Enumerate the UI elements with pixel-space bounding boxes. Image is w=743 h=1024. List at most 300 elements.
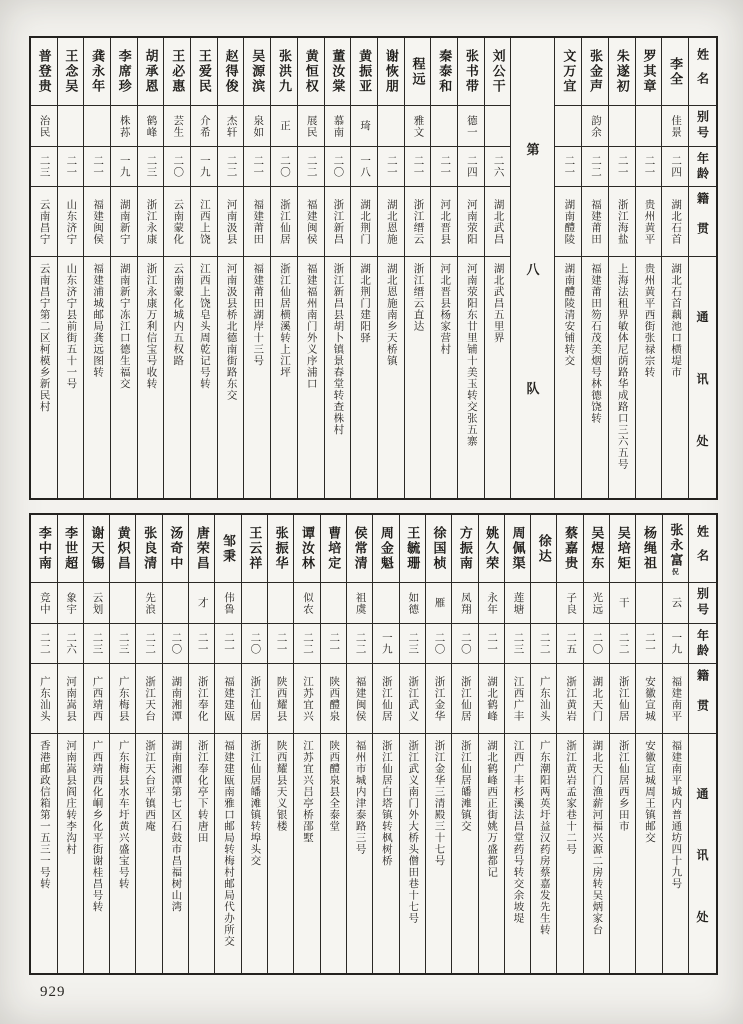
person-age: 二一: [378, 147, 404, 187]
person-name: 董汝棠: [325, 38, 351, 106]
person-age: 二一: [321, 624, 346, 664]
person-address: 湖南醴陵清安铺转交: [563, 263, 575, 367]
person-alias: 竞中: [31, 583, 56, 624]
person-column: [662, 515, 688, 973]
person-address: 湖北恩施南乡天桥镇: [385, 263, 397, 367]
person-alias: 才: [189, 583, 214, 624]
person-age: 二一: [555, 147, 581, 187]
person-column: [530, 515, 556, 973]
person-age: 二二: [218, 147, 244, 187]
person-address: 浙江仙居皤滩镇交: [459, 740, 471, 832]
person-column: [31, 38, 57, 498]
person-age: 二二: [582, 147, 608, 187]
person-column: [583, 515, 609, 973]
person-age: 二一: [609, 147, 635, 187]
person-age: 一九: [111, 147, 137, 187]
person-age: 一九: [663, 624, 688, 664]
roster-table-top: [29, 36, 718, 500]
person-native: 浙江仙居: [271, 187, 297, 257]
person-name: 程远: [405, 38, 431, 106]
person-native: 河南嵩县: [58, 664, 83, 734]
header-alias: 别号: [689, 106, 716, 147]
person-column: [110, 38, 137, 498]
person-column: [346, 515, 372, 973]
person-name: 侯常清: [347, 515, 372, 583]
person-age: 二二: [31, 624, 56, 664]
person-address: 广西靖西化峒乡化平街谢桂昌号转: [91, 740, 103, 913]
person-age: 二五: [557, 624, 582, 664]
person-native: 浙江永康: [138, 187, 164, 257]
person-alias: 祖虞: [347, 583, 372, 624]
person-name: 黄恒权: [298, 38, 324, 106]
person-address: 湖南新宁冻江口德生福交: [118, 263, 130, 390]
person-native: 安徽宣城: [636, 664, 661, 734]
person-native: 湖南新宁: [111, 187, 137, 257]
person-age: 一九: [191, 147, 217, 187]
person-column: [270, 38, 297, 498]
person-age: 二一: [58, 147, 84, 187]
person-native: 河北晋县: [431, 187, 457, 257]
person-name: 邹秉: [215, 515, 240, 583]
person-alias: 凤翔: [452, 583, 477, 624]
person-column: [243, 38, 270, 498]
person-native: 福建莆田: [582, 187, 608, 257]
person-alias: [163, 583, 188, 624]
person-native: 浙江仙居: [242, 664, 267, 734]
header-address: 通 讯 处: [696, 786, 709, 924]
person-alias: 光远: [584, 583, 609, 624]
person-address: 云南蒙化城内五权路: [172, 263, 184, 367]
person-alias: 永年: [479, 583, 504, 624]
person-alias: [268, 583, 293, 624]
person-native: 浙江缙云: [405, 187, 431, 257]
person-age: 二二: [531, 624, 556, 664]
person-native: 浙江武义: [400, 664, 425, 734]
person-alias: 雁: [426, 583, 451, 624]
person-address: 陕西耀县天义银楼: [275, 740, 287, 832]
person-name: 张振华: [268, 515, 293, 583]
person-alias: [555, 106, 581, 147]
person-column: [399, 515, 425, 973]
person-column: [57, 38, 84, 498]
person-native: 江西上饶: [191, 187, 217, 257]
person-alias: [373, 583, 398, 624]
person-native: 浙江金华: [426, 664, 451, 734]
person-age: 二三: [400, 624, 425, 664]
person-name: 普登贵: [31, 38, 57, 106]
person-age: 二一: [636, 624, 661, 664]
person-age: 二一: [215, 624, 240, 664]
person-native: 湖北荆门: [351, 187, 377, 257]
person-column: [83, 38, 110, 498]
person-name: 曹培定: [321, 515, 346, 583]
person-age: 二〇: [325, 147, 351, 187]
person-column: [214, 515, 240, 973]
squad-divider-label: 第 八 队: [526, 141, 540, 397]
person-address: 江苏宜兴吕亭桥邵墅: [301, 740, 313, 844]
person-native: 福建闽侯: [298, 187, 324, 257]
person-name: 王爱民: [191, 38, 217, 106]
person-native: 山东济宁: [58, 187, 84, 257]
person-alias: [636, 583, 661, 624]
person-native: 河南荥阳: [458, 187, 484, 257]
person-alias: [242, 583, 267, 624]
person-alias: 芸生: [164, 106, 190, 147]
person-native: 福建南平: [663, 664, 688, 734]
person-age: 二一: [244, 147, 270, 187]
person-address: 云南昌宁第二区柯模乡新民村: [38, 263, 50, 413]
person-column: [137, 38, 164, 498]
person-native: 浙江天台: [136, 664, 161, 734]
person-name: 黄振亚: [351, 38, 377, 106]
header-address: 通 讯 处: [696, 310, 709, 448]
header-column: [688, 38, 716, 498]
person-alias: [431, 106, 457, 147]
person-address: 浙江武义南门外大桥头僧田巷十七号: [407, 740, 419, 924]
header-name: 姓名: [689, 515, 716, 583]
person-alias: [321, 583, 346, 624]
person-age: 二〇: [452, 624, 477, 664]
person-name: 张洪九: [271, 38, 297, 106]
person-alias: [636, 106, 662, 147]
person-column: [404, 38, 431, 498]
person-name: 龚永年: [84, 38, 110, 106]
person-age: 二一: [405, 147, 431, 187]
person-age: 二三: [31, 147, 57, 187]
person-alias: 云划: [84, 583, 109, 624]
person-age: 二二: [298, 147, 324, 187]
person-name: 李全: [662, 38, 688, 106]
person-alias: [485, 106, 511, 147]
person-native: 广东汕头: [31, 664, 56, 734]
person-native: 广西靖西: [84, 664, 109, 734]
person-column: [661, 38, 688, 498]
person-age: 一九: [373, 624, 398, 664]
person-age: 二三: [505, 624, 530, 664]
person-alias: 佳景: [662, 106, 688, 147]
person-name: 周金魁: [373, 515, 398, 583]
person-native: 江苏宜兴: [294, 664, 319, 734]
person-alias: 雅文: [405, 106, 431, 147]
person-name: 赵得俊: [218, 38, 244, 106]
person-address: 广东潮阳两英圩益汉药房蔡嘉发先生转: [538, 740, 550, 936]
person-column: [484, 38, 511, 498]
person-native: 河南汲县: [218, 187, 244, 257]
person-address: 广东梅县水车圩黄兴盛宝号转: [117, 740, 129, 890]
person-name: 徐达: [531, 515, 556, 583]
person-column: [581, 38, 608, 498]
person-name: 徐国桢: [426, 515, 451, 583]
person-alias: 介希: [191, 106, 217, 147]
person-age: 二一: [636, 147, 662, 187]
person-age: 二二: [294, 624, 319, 664]
person-native: 福建闽侯: [84, 187, 110, 257]
person-column: [635, 38, 662, 498]
person-address: 湖南湘潭第七区石鼓市昌福树山湾: [170, 740, 182, 913]
person-column: [31, 515, 56, 973]
person-name: 王念吴: [58, 38, 84, 106]
person-column: [163, 38, 190, 498]
person-alias: [609, 106, 635, 147]
person-address: 浙江黄岩孟家巷十二号: [565, 740, 577, 855]
person-alias: [58, 106, 84, 147]
person-native: 云南昌宁: [31, 187, 57, 257]
person-address: 湖北武昌五里界: [492, 263, 504, 344]
person-native: 江西广丰: [505, 664, 530, 734]
person-name: 王必惠: [164, 38, 190, 106]
person-address: 福建莆田笏石茂美烟号林德饶转: [590, 263, 602, 424]
person-address: 浙江缙云直达: [412, 263, 424, 332]
person-address: 浙江奉化亭下转唐田: [196, 740, 208, 844]
person-name: 王毓珊: [400, 515, 425, 583]
person-address: 浙江新昌县胡卜镇景春堂转查株村: [332, 263, 344, 436]
person-address: 浙江天台平镇西庵: [144, 740, 156, 832]
person-native: 湖北石首: [662, 187, 688, 257]
person-address: 福建建瓯南雅口邮局转梅村邮局代办所交: [223, 740, 235, 947]
person-name: 王云祥: [242, 515, 267, 583]
person-address: 福建南平城内普通坊四十九号: [670, 740, 682, 890]
header-native: 籍贯: [689, 187, 716, 257]
person-alias: [378, 106, 404, 147]
person-age: 二二: [347, 624, 372, 664]
person-native: 湖北武昌: [485, 187, 511, 257]
person-address: 浙江仙居横溪转上江坪: [279, 263, 290, 378]
person-native: 湖北鹤峰: [479, 664, 504, 734]
person-name: 谢天锡: [84, 515, 109, 583]
person-age: 二〇: [242, 624, 267, 664]
person-address: 福建浦城邮局龚远图转: [92, 263, 104, 378]
person-native: 湖北天门: [584, 664, 609, 734]
person-native: 浙江仙居: [610, 664, 635, 734]
person-column: [162, 515, 188, 973]
person-alias: 株荪: [111, 106, 137, 147]
person-address: 河南汲县桥北德南街路东交: [225, 263, 237, 401]
person-age: 二〇: [163, 624, 188, 664]
person-alias: 伟鲁: [215, 583, 240, 624]
person-address: 浙江仙居西乡田市: [617, 740, 629, 832]
person-alias: 韵余: [582, 106, 608, 147]
person-column: [430, 38, 457, 498]
person-alias: [84, 106, 110, 147]
person-native: 浙江奉化: [189, 664, 214, 734]
person-alias: 慕南: [325, 106, 351, 147]
person-address: 浙江仙居白塔镇转枫树桥: [380, 740, 392, 867]
person-alias: 象宇: [58, 583, 83, 624]
person-age: 二一: [479, 624, 504, 664]
person-name: 吴源滨: [244, 38, 270, 106]
person-age: 二〇: [164, 147, 190, 187]
person-address: 湖北荆门建阳驿: [359, 263, 371, 344]
person-age: 二〇: [271, 147, 297, 187]
person-column: [324, 38, 351, 498]
person-column: [320, 515, 346, 973]
person-alias: 如德: [400, 583, 425, 624]
person-address: 江西广丰杉溪法昌堂药号转交余坡堤: [512, 740, 524, 924]
person-native: 湖北恩施: [378, 187, 404, 257]
person-native: 浙江新昌: [325, 187, 351, 257]
person-address: 湖北天门渔薪河福兴源二房转吴炳家台: [591, 740, 603, 936]
person-alias: 琦: [351, 106, 377, 147]
person-alias: 治民: [31, 106, 57, 147]
person-name: 黄炽昌: [110, 515, 135, 583]
person-column: [57, 515, 83, 973]
person-name: 胡承恩: [138, 38, 164, 106]
person-column: [109, 515, 135, 973]
person-address: 浙江永康万利信宝号收转: [145, 263, 157, 390]
person-column: [293, 515, 319, 973]
person-age: 二二: [136, 624, 161, 664]
person-column: [267, 515, 293, 973]
person-name: 吴培矩: [610, 515, 635, 583]
person-alias: 鹤峰: [138, 106, 164, 147]
person-alias: 杰轩: [218, 106, 244, 147]
person-age: 二四: [458, 147, 484, 187]
person-column: [554, 38, 581, 498]
header-age: 年龄: [689, 147, 716, 187]
page-number: 929: [40, 984, 66, 1000]
person-alias: 展民: [298, 106, 324, 147]
person-age: 二一: [268, 624, 293, 664]
person-native: 贵州黄平: [636, 187, 662, 257]
person-alias: 干: [610, 583, 635, 624]
person-name: 张永富㑆: [663, 515, 688, 583]
person-age: 二三: [138, 147, 164, 187]
person-address: 陕西醴泉县全泰堂: [328, 740, 340, 832]
header-native: 籍贯: [689, 664, 716, 734]
person-native: 福建莆田: [244, 187, 270, 257]
person-column: [635, 515, 661, 973]
person-name: 李中南: [31, 515, 56, 583]
person-native: 广东梅县: [110, 664, 135, 734]
person-name: 谭汝林: [294, 515, 319, 583]
person-column: [190, 38, 217, 498]
person-column: [425, 515, 451, 973]
person-name: 杨绳祖: [636, 515, 661, 583]
person-column: [350, 38, 377, 498]
person-name: 张良清: [136, 515, 161, 583]
person-alias: 子良: [557, 583, 582, 624]
person-age: 二〇: [426, 624, 451, 664]
person-column: [372, 515, 398, 973]
person-native: 湖南湘潭: [163, 664, 188, 734]
person-name: 张金声: [582, 38, 608, 106]
person-column: [217, 38, 244, 498]
person-address: 福州市城内津泰路三号: [354, 740, 366, 855]
name-annotation: 㑆: [671, 567, 680, 575]
person-column: [609, 515, 635, 973]
person-column: [297, 38, 324, 498]
person-name: 刘公干: [485, 38, 511, 106]
person-age: 二一: [84, 147, 110, 187]
person-age: 二四: [662, 147, 688, 187]
person-name: 方振南: [452, 515, 477, 583]
person-address: 山东济宁县前街五十一号: [65, 263, 77, 390]
person-name: 秦泰和: [431, 38, 457, 106]
person-address: 河南荥阳东廿里铺十美玉转交张五寨: [465, 263, 477, 447]
person-address: 福建福州南门外义序浦口: [305, 263, 317, 390]
header-alias: 别号: [689, 583, 716, 624]
person-column: [241, 515, 267, 973]
squad-divider-column: [510, 38, 554, 498]
person-address: 江西上饶皂头周乾记号转: [198, 263, 210, 390]
person-name: 李世超: [58, 515, 83, 583]
person-native: 浙江海盐: [609, 187, 635, 257]
person-age: 二〇: [584, 624, 609, 664]
person-alias: 正: [271, 106, 297, 147]
person-name: 谢恢朋: [378, 38, 404, 106]
person-address: 安徽宣城周王镇邮交: [644, 740, 656, 844]
person-alias: [110, 583, 135, 624]
person-column: [135, 515, 161, 973]
person-name: 李席珍: [111, 38, 137, 106]
person-address: 浙江金华三清殿三十七号: [433, 740, 445, 867]
person-column: [451, 515, 477, 973]
person-native: 福建闽侯: [347, 664, 372, 734]
person-column: [188, 515, 214, 973]
person-native: 浙江仙居: [452, 664, 477, 734]
person-native: 陕西醴泉: [321, 664, 346, 734]
person-age: 二二: [610, 624, 635, 664]
person-name: 文万宜: [555, 38, 581, 106]
person-alias: 似农: [294, 583, 319, 624]
header-column: [688, 515, 716, 973]
person-age: 二一: [431, 147, 457, 187]
header-age: 年龄: [689, 624, 716, 664]
person-address: 河南嵩县阎庄转李沟村: [65, 740, 77, 855]
person-name: 周佩渠: [505, 515, 530, 583]
person-alias: 莲塘: [505, 583, 530, 624]
header-name: 姓名: [689, 38, 716, 106]
person-column: [504, 515, 530, 973]
person-name: 唐荣昌: [189, 515, 214, 583]
person-address: 浙江仙居皤滩镇转埠头交: [249, 740, 261, 867]
person-name: 张书带: [458, 38, 484, 106]
person-alias: 先浪: [136, 583, 161, 624]
person-name: 汤奇中: [163, 515, 188, 583]
person-name: 罗其章: [636, 38, 662, 106]
person-column: [608, 38, 635, 498]
person-native: 陕西耀县: [268, 664, 293, 734]
person-address: 上海法租界敏体尼荫路华成路口三六五号: [616, 263, 628, 470]
person-name: 蔡嘉贵: [557, 515, 582, 583]
person-address: 湖北石首藕池口横堤市: [670, 263, 682, 378]
person-age: 一八: [351, 147, 377, 187]
person-alias: [531, 583, 556, 624]
person-address: 香港邮政信箱第一五三一号转: [38, 740, 50, 890]
person-alias: 泉如: [244, 106, 270, 147]
person-column: [478, 515, 504, 973]
person-address: 福建莆田湖岸十三号: [252, 263, 264, 367]
person-age: 二一: [189, 624, 214, 664]
person-column: [83, 515, 109, 973]
person-name: 朱遂初: [609, 38, 635, 106]
roster-table-bottom: [29, 513, 718, 975]
person-native: 湖南醴陵: [555, 187, 581, 257]
person-address: 湖北鹤峰西正街姚万盛都记: [486, 740, 498, 878]
person-column: [377, 38, 404, 498]
person-native: 广东汕头: [531, 664, 556, 734]
person-native: 浙江仙居: [373, 664, 398, 734]
person-age: 二六: [485, 147, 511, 187]
person-column: [556, 515, 582, 973]
person-native: 浙江黄岩: [557, 664, 582, 734]
person-address: 河北晋县杨家营村: [439, 263, 451, 355]
person-column: [457, 38, 484, 498]
person-age: 二三: [84, 624, 109, 664]
person-address: 贵州黄平西街张禄宗转: [643, 263, 655, 378]
person-alias: 云: [663, 583, 688, 624]
person-native: 云南蒙化: [164, 187, 190, 257]
